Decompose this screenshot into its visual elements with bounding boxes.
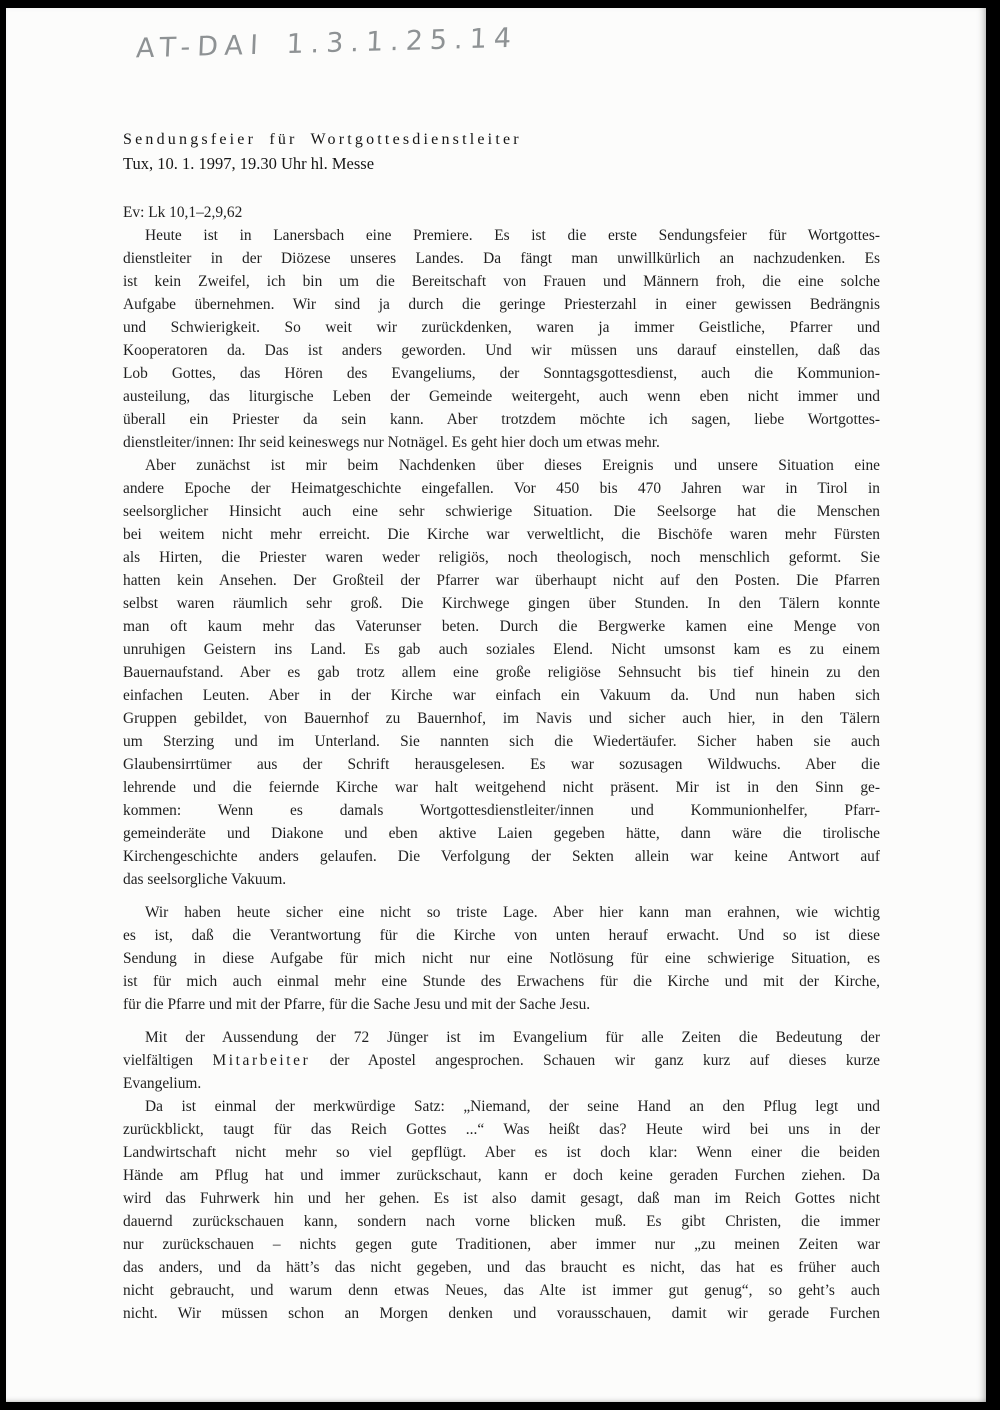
text-line: nicht gebraucht, und warum denn etwas Neues, das Alte ist immer gut genug“, so geht’s auch bbox=[123, 1282, 880, 1299]
text-line: Heute ist in Lanersbach eine Premiere. Es ist die erste Sendungsfeier für Wortgottes- bbox=[145, 227, 880, 244]
text-line: Bauernaufstand. Aber es gab trotz allem eine große religiöse Sehnsucht bis tief hinein zu den bbox=[123, 664, 880, 681]
text-line: Mit der Aussendung der 72 Jünger ist im Evangelium für alle Zeiten die Bedeutung der bbox=[145, 1029, 880, 1046]
text-line: hatten kein Ansehen. Der Großteil der Pfarrer war überhaupt nicht auf den Posten. Die Pfarren bbox=[123, 572, 880, 589]
text-line: und Schwierigkeit. So weit wir zurückdenken, waren ja immer Geistliche, Pfarrer und bbox=[123, 319, 880, 336]
text-line bbox=[123, 1049, 880, 1072]
document-title: Sendungsfeier für Wortgottesdienstleiter bbox=[123, 131, 522, 148]
text-line: kommen: Wenn es damals Wortgottesdienstleiter/innen und Kommunionhelfer, Pfarr- bbox=[123, 802, 880, 819]
text-line: Aufgabe übernehmen. Wir sind ja durch die geringe Priesterzahl in einer gewissen Bedrängnis bbox=[123, 296, 880, 313]
text-line: selbst waren räumlich sehr groß. Die Kirchwege gingen über Stunden. In den Tälern konnte bbox=[123, 595, 880, 612]
text-line: Lob Gottes, das Hören des Evangeliums, der Sonntagsgottesdienst, auch die Kommunion- bbox=[123, 365, 880, 382]
text-line: Glaubensirrtümer aus der Schrift herausgelesen. Es war sozusagen Wildwuchs. Aber die bbox=[123, 756, 880, 773]
text-line: wird das Fuhrwerk hin und her gehen. Es ist also damit gesagt, daß man im Reich Gottes nicht bbox=[123, 1190, 880, 1207]
paragraph bbox=[123, 1026, 880, 1095]
emphasized-word: Mitarbeiter bbox=[212, 1052, 311, 1069]
text-line: ist für mich auch einmal mehr eine Stunde des Erwachens für die Kirche und mit der Kirche, bbox=[123, 973, 880, 990]
text-line: einfachen Leuten. Aber in der Kirche war einfach ein Vakuum da. Und nun haben sich bbox=[123, 687, 880, 704]
text-line: lehrende und die feiernde Kirche war halt weitgehend nicht präsent. Mir ist in den Sinn ge- bbox=[123, 779, 880, 796]
text-line: es ist, daß die Verantwortung für die Kirche von unten herauf erwacht. Und so ist diese bbox=[123, 927, 880, 944]
paragraph bbox=[123, 224, 880, 454]
text-line: das seelsorgliche Vakuum. bbox=[123, 871, 287, 888]
text-segment: vielfältigen bbox=[123, 1052, 213, 1069]
text-line: als Hirten, die Priester waren weder religiös, noch theologisch, noch menschlich geformt. Sie bbox=[123, 549, 880, 566]
text-line: gemeinderäte und Diakone und eben aktive Laien gegeben hätte, dann wäre die tirolische bbox=[123, 825, 880, 842]
text-line: ist kein Zweifel, ich bin um die Bereitschaft von Frauen und Männern froh, die eine solche bbox=[123, 273, 880, 290]
text-line: Aber zunächst ist mir beim Nachdenken über dieses Ereignis und unsere Situation eine bbox=[145, 457, 880, 474]
text-segment: der Apostel angesprochen. Schauen wir ganz kurz auf dieses kurze bbox=[310, 1052, 880, 1069]
text-line: Kooperatoren da. Das ist anders geworden. Und wir müssen uns darauf einstellen, daß das bbox=[123, 342, 880, 359]
gospel-reference: Ev: Lk 10,1–2,9,62 bbox=[123, 204, 243, 221]
paragraph bbox=[123, 1095, 880, 1325]
text-line: dauernd zurückschauen kann, sondern nach vorne blicken muß. Es gibt Christen, die immer bbox=[123, 1213, 880, 1230]
text-line: Landwirtschaft nicht mehr so viel gepflügt. Aber es ist doch klar: Wenn einer die beiden bbox=[123, 1144, 880, 1161]
text-line: Wir haben heute sicher eine nicht so triste Lage. Aber hier kann man erahnen, wie wichtig bbox=[145, 904, 880, 921]
text-line: nicht. Wir müssen schon an Morgen denken und vorausschauen, damit wir gerade Furchen bbox=[123, 1305, 880, 1322]
text-line: Hände am Pflug hat und immer zurückschaut, kann er doch keine geraden Furchen ziehen. Da bbox=[123, 1167, 880, 1184]
text-line: nur zurückschauen – nichts gegen gute Traditionen, aber immer nur „zu meinen Zeiten war bbox=[123, 1236, 880, 1253]
document-subtitle: Tux, 10. 1. 1997, 19.30 Uhr hl. Messe bbox=[123, 154, 375, 173]
text-line: Evangelium. bbox=[123, 1075, 202, 1092]
text-line: Da ist einmal der merkwürdige Satz: „Niemand, der seine Hand an den Pflug legt und bbox=[145, 1098, 880, 1115]
text-line: überall ein Priester da sein kann. Aber trotzdem möchte ich sagen, liebe Wortgottes- bbox=[123, 411, 880, 428]
text-line: Sendung in diese Aufgabe für mich nicht nur eine Notlösung für eine schwierige Situation, es bbox=[123, 950, 880, 967]
text-line: das anders, und da hätt’s das nicht gegeben, und das braucht es nicht, das hat es früher auch bbox=[123, 1259, 880, 1276]
document-content bbox=[123, 128, 880, 1325]
document-page bbox=[6, 8, 986, 1402]
text-line: Gruppen gebildet, von Bauernhof zu Bauernhof, im Navis und sicher auch hier, in den Tälern bbox=[123, 710, 880, 727]
paragraph bbox=[123, 901, 880, 1016]
text-line: für die Pfarre und mit der Pfarre, für die Sache Jesu und mit der Sache Jesu. bbox=[123, 996, 591, 1013]
text-line: zurückblickt, taugt für das Reich Gottes ...“ Was heißt das? Heute wird bei uns in der bbox=[123, 1121, 880, 1138]
paragraph bbox=[123, 454, 880, 891]
text-line: dienstleiter in der Diözese unseres Landes. Da fängt man unwillkürlich an nachzudenken. Es bbox=[123, 250, 880, 267]
text-line: austeilung, das liturgische Leben der Gemeinde weitergeht, auch wenn eben nicht immer und bbox=[123, 388, 880, 405]
text-line: Kirchengeschichte anders gelaufen. Die Verfolgung der Sekten allein war keine Antwort auf bbox=[123, 848, 880, 865]
text-line: andere Epoche der Heimatgeschichte eingefallen. Vor 450 bis 470 Jahren war in Tirol in bbox=[123, 480, 880, 497]
text-line: seelsorglicher Hinsicht auch eine sehr schwierige Situation. Die Seelsorge hat die Menschen bbox=[123, 503, 880, 520]
text-line: man oft kaum mehr das Vaterunser beten. Durch die Bergwerke kamen eine Menge von bbox=[123, 618, 880, 635]
text-line: unruhigen Geistern ins Land. Es gab auch soziales Elend. Nicht umsonst kam es zu einem bbox=[123, 641, 880, 658]
handwritten-archive-number: AT-DAI 1.3.1.25.14 bbox=[135, 22, 519, 65]
text-line: bei weitem nicht mehr erreicht. Die Kirche war verweltlicht, die Bischöfe waren mehr Fürsten bbox=[123, 526, 880, 543]
text-line: um Sterzing und im Unterland. Sie nannten sich die Wiedertäufer. Sicher haben sie auch bbox=[123, 733, 880, 750]
text-line: dienstleiter/innen: Ihr seid keineswegs nur Notnägel. Es geht hier doch um etwas mehr. bbox=[123, 434, 660, 451]
paragraphs bbox=[123, 224, 880, 1325]
